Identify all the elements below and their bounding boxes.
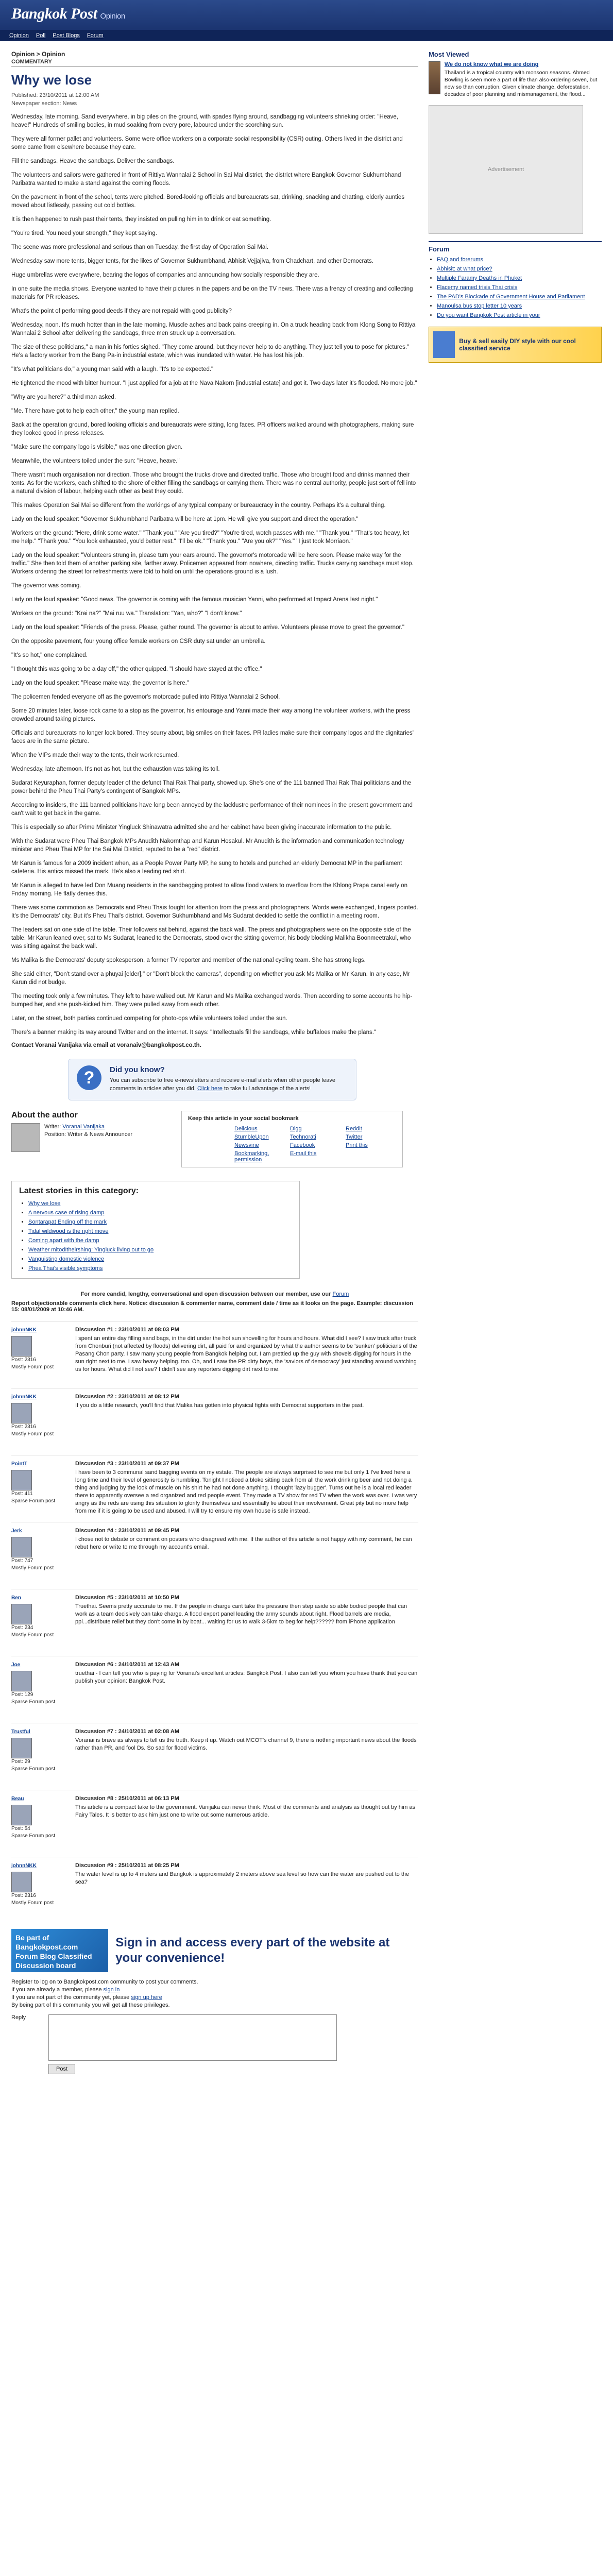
article-paragraph: Lady on the loud speaker: "Friends of the press. Please, gather round. The governor is about to arrive. Volunteers please move to greet the governor."	[11, 624, 404, 631]
comment-post-count: Post: 411	[11, 1491, 33, 1497]
section-label: COMMENTARY	[11, 59, 418, 67]
comment-body	[75, 1595, 418, 1651]
comment-post-count: Post: 2316	[11, 1893, 36, 1899]
article-paragraph: Workers on the ground: "Krai na?" "Mai ruu wa." Translation: "Yan, who?" "I don't know."	[11, 611, 242, 617]
sidebar-forum-link[interactable]: Do you want Bangkok Post article in your	[437, 312, 540, 318]
sidebar-forum-item	[437, 312, 602, 319]
bookmark-link[interactable]: E-mail this	[290, 1150, 317, 1157]
comment-text: Truethai. Seems pretty accurate to me. If the people in charge cant take the pressure then step aside so able bodied people that can work as a team decisively can take charge. A flood expert panel leading the army sounds about right. Flood barrels are media, ppl...distribute relief but they don't come in by boat... waiting for us to walk 3-5km to beg for help?????? from iPhone application	[75, 1603, 407, 1625]
author-name-link[interactable]: Voranai Vanijaka	[62, 1124, 105, 1130]
latest-story-link[interactable]: Tidal wildwood is the right move	[28, 1228, 109, 1234]
bookmark-link[interactable]: Bookmarking, permission	[234, 1150, 269, 1163]
comment	[11, 1857, 418, 1919]
article-paragraph: He tightened the mood with bitter humour. "I just applied for a job at the Nava Nakorn [industrial estate] and got it. Two days later it's flooded. No more job."	[11, 380, 417, 386]
comment-user-status: Sparse Forum post	[11, 1498, 56, 1504]
comment-body	[75, 1528, 418, 1584]
article-paragraph: On the pavement in front of the school, tents were pitched. Bored-looking officials and bureaucrats sat, drinking, snacking and chatting, elderly aunties moved about listlessly, passing out cold bottles.	[11, 194, 405, 209]
comment-header: Discussion #6 : 24/10/2011 at 12:43 AM	[75, 1662, 179, 1668]
comment-header: Discussion #2 : 23/10/2011 at 08:12 PM	[75, 1394, 179, 1400]
article-paragraph: Lady on the loud speaker: "Volunteers strung in, please turn your ears around. The governor's motorcade will be here soon. Please make way for the traffic." She then told them of another parking site, farther away. Policemen appeared from nowhere, directing traffic. Trucks carrying sandbags must stop. Workers ordering the street for refreshments were told to hold on until the operations ground is a lush.	[11, 552, 414, 575]
article-headline: Why we lose	[11, 72, 92, 88]
bookmark-links	[188, 1126, 396, 1163]
comment-user	[11, 1795, 68, 1852]
latest-story-item	[28, 1236, 292, 1245]
reply-textarea[interactable]	[48, 2014, 337, 2061]
latest-story-link[interactable]: Phea Thai's visible symptoms	[28, 1265, 103, 1272]
classified-promo-image	[433, 331, 455, 358]
comment-body	[75, 1795, 418, 1852]
forum-banner	[11, 1929, 418, 1972]
breadcrumb[interactable]: Opinion > Opinion	[11, 50, 65, 58]
user-avatar[interactable]	[11, 1604, 32, 1624]
user-avatar[interactable]	[11, 1671, 32, 1691]
latest-story-item	[28, 1199, 292, 1208]
article-paragraph: Mr Karun is famous for a 2009 incident when, as a People Power Party MP, he sung to hotels and punched an elderly Democrat MP in the parliament cafeteria. His antics missed the mark. He's also a leading red shirt.	[11, 860, 402, 875]
latest-story-link[interactable]: Why we lose	[28, 1200, 61, 1207]
sidebar-forum-link[interactable]: FAQ and forerums	[437, 257, 483, 263]
article-paragraph: Fill the sandbags. Heave the sandbags. Deliver the sandbags.	[11, 158, 175, 164]
comment	[11, 1388, 418, 1450]
comment-body	[75, 1862, 418, 1919]
bookmark-link[interactable]	[346, 1150, 396, 1163]
article-paragraph: They were all former pallet and volunteers. Some were office workers on a corporate social responsibility (CSR) outing. Others lived in the district and some came from elsewhere because they care.	[11, 136, 403, 150]
bookmark-link[interactable]: Technorati	[290, 1134, 316, 1140]
comment-user	[11, 1728, 68, 1785]
comment-header: Discussion #3 : 23/10/2011 at 09:37 PM	[75, 1461, 179, 1467]
article-paragraph: "Me. There have got to help each other," the young man replied.	[11, 408, 179, 414]
article-meta	[11, 91, 418, 108]
reply-label: Reply	[11, 2014, 26, 2021]
article-paragraph: Lady on the loud speaker: "Good news. The governor is coming with the famous musician Yanni, who performed at Impact Arena last night."	[11, 597, 378, 603]
comment-post-count: Post: 2316	[11, 1424, 36, 1430]
most-viewed-item	[429, 61, 602, 98]
sidebar-forum-link[interactable]: Abhisit: at what price?	[437, 266, 492, 272]
comment-post-count: Post: 234	[11, 1625, 33, 1631]
article-paragraph: The leaders sat on one side of the table. Their followers sat behind, against the back wall. The press and photographers were on the opposite side of the table. Mr Karun leaned over, sat to Ms Sudarat, leaned to the Democrats, stood over the sitting governor, his body blocking Malikha Boonmeetrakul, who was sitting against the back wall.	[11, 927, 411, 950]
latest-story-item	[28, 1217, 292, 1227]
latest-story-link[interactable]: Weather mitodItheirshing: Yingluck living out to go	[28, 1247, 154, 1253]
article-paragraph: There's a banner making its way around Twitter and on the internet. It says: "Intellectuals fill the sandbags, while buffaloes make the plans."	[11, 1029, 376, 1036]
article-paragraph: Workers on the ground: "Here, drink some water." "Thank you." "Are you tired?" "You're tired, wotch passes with me." "Thank you." "That's too heavy, let me help." "Thank you." "You look exhausted, you'd better rest." "I'll be ok." "Thank you." "Are you ok?" "Yes." "I just took Morriaon."	[11, 530, 410, 545]
latest-story-link[interactable]: Coming apart with the damp	[28, 1238, 99, 1244]
comment-username[interactable]: Jerk	[11, 1528, 22, 1534]
comment-text: I spent an entire day filling sand bags, in the dirt under the hot sun shovelling for hours and hours. What did I see? I saw truck after truck from Chonburi (not affected by floods) delivering dirt, all paid for and organized by what the author seems to be 'sunken' politicians of the Pasang Chon party. I saw many young people from Bangkok helping out. I am prettied up the guy with shovels digging for hours in the sun right next to me. I saw heavy helping. too. Oh, and I saw the PR dirty boys, the 'saviors of democracy' just standing around watching us for hours. What did I not see? I didn't see any reporters digging dirt next to me.	[75, 1335, 417, 1372]
article-paragraph: The size of these politicians," a man in his forties sighed. "They come around, but they never help to do anything. They just tell you to pose for pictures." He's a factory worker from the Bang Pa-in industrial estate, which was inundated with water. He has lost his job.	[11, 344, 410, 359]
social-bookmark-box	[181, 1111, 403, 1167]
sidebar-forum-item	[437, 302, 602, 310]
user-avatar[interactable]	[11, 1336, 32, 1357]
latest-story-item	[28, 1227, 292, 1236]
bookmark-link[interactable]: Print this	[346, 1142, 368, 1148]
author-photo	[11, 1123, 40, 1152]
comment	[11, 1589, 418, 1651]
comment-body	[75, 1327, 418, 1383]
bookmark-title: Keep this article in your social bookmark	[188, 1115, 299, 1122]
classified-promo[interactable]	[429, 327, 602, 363]
comment-user-status: Mostly Forum post	[11, 1565, 54, 1571]
article-paragraph: There wasn't much organisation nor direction. Those who brought the trucks drove and directed traffic. Those who brought food and drinks manned their tents. As for the workers, each shifted to the shore of either filling the sandbags or carrying them. There was no central authority, people just sort of fell into a natural division of labour, helping each other as best they could.	[11, 472, 416, 495]
user-avatar[interactable]	[11, 1738, 32, 1758]
did-you-know-box	[68, 1059, 356, 1100]
latest-story-link[interactable]: Sontarapat Ending off the mark	[28, 1219, 107, 1225]
article-paragraph: Back at the operation ground, bored looking officials and bureaucrats were sitting, long faces. PR officers walked around with photographers, making sure they looked good in press releases.	[11, 422, 414, 436]
sign-in-link[interactable]: sign in	[103, 1987, 120, 1993]
sidebar-forum-item	[437, 265, 602, 273]
bookmark-link[interactable]: Digg	[290, 1126, 302, 1132]
comment-user-status: Mostly Forum post	[11, 1431, 54, 1437]
article-paragraph: In one suite the media shows. Everyone wanted to have their pictures in the papers and be on the TV news. There was a frenzy of creating and collecting materials for PR releases.	[11, 286, 413, 300]
comment-text: I have been to 3 communal sand bagging events on my estate. The people are always surprised to see me but only 1 I've lived here a long time and their level of generosity is humbling. Tonight I noticed a bloke sitting back from all the work drinking beer and not doing a thing and judging by the look of muscle on his shirt he had not done anything. I thought 'lazy bugger'. Turns out he is a local red leader there to apparently oversee a red organized and red people event. They made a TV show for red TV when the work was over. I was very angry as the reds are using this situation to glorify themselves and essentially lie about their involvement. Great pity but no more help from me if it is going to be used and abused. I will try to ensure my own house is safe instead.	[75, 1469, 417, 1514]
article-paragraph: "You're tired. You need your strength," they kept saying.	[11, 230, 157, 236]
article-paragraph: "Why are you here?" a third man asked.	[11, 394, 116, 400]
comment-header: Discussion #5 : 23/10/2011 at 10:50 PM	[75, 1595, 179, 1601]
article-paragraph: Officials and bureaucrats no longer look bored. They scurry about, big smiles on their faces. PR ladies make sure their company logos and the dignitaries' faces are in the same picture.	[11, 730, 414, 744]
article-paragraph: The scene was more professional and serious than on Tuesday, the first day of Operation Sai Mai.	[11, 244, 269, 250]
article-body	[11, 113, 418, 1037]
comment-body	[75, 1394, 418, 1450]
contact-line: Contact Voranai Vanijaka via email at voranaiv@bangkokpost.co.th.	[11, 1042, 201, 1048]
comment	[11, 1723, 418, 1785]
article-paragraph: She said either, "Don't stand over a phuyai [elder]," or "Don't block the cameras", depending on whether you ask Ms Malika or Mr Karun. In any case, Mr Karun did not budge.	[11, 971, 410, 986]
sidebar-forum-item	[437, 275, 602, 282]
article-paragraph: Sudarat Keyuraphan, former deputy leader of the defunct Thai Rak Thai party, showed up. She's one of the 111 banned Thai Rak Thai politicians and the power behind the Pheu Thai Party's contingent of Bangkok MPs.	[11, 780, 412, 794]
comment-username[interactable]: johnnNKK	[11, 1327, 37, 1333]
top-navigation	[0, 30, 613, 41]
article-paragraph: Huge umbrellas were everywhere, bearing the logos of companies and announcing how socially responsible they are.	[11, 272, 319, 278]
comment-text: truethai - I can tell you who is paying for Voranai's excellent articles: Bangkok Post. I also can tell you whom you have thank that you can publish your opinion: Bangkok Post.	[75, 1670, 418, 1684]
most-viewed-title: Most Viewed	[429, 50, 469, 58]
article-paragraph: The volunteers and sailors were gathered in front of Rittiya Wannalai 2 School in Sai Mai district, the district where Bangkok Governor Sukhumbhand Paribatra wanted to make a stand against the coming floods.	[11, 172, 401, 187]
main-column	[11, 50, 418, 2079]
article-paragraph: On the opposite pavement, four young office female workers on CSR duty sat under an umbrella.	[11, 638, 266, 645]
article-paragraph: Wednesday, noon. It's much hotter than in the late morning. Muscle aches and back pains creeping in. On a truck heading back from Klong Song to Rittiya Wannalai 2 School after delivering the sandbags, three men struck up a conversation.	[11, 322, 416, 336]
bookmark-link[interactable]: StumbleUpon	[234, 1134, 269, 1140]
forum-banner-headline: Sign in and access every part of the website at your convenience!	[115, 1936, 390, 1965]
user-avatar[interactable]	[11, 1403, 32, 1423]
comment-text: This article is a compact take to the government. Vanijaka can never think. Most of the comments and analysis as thought out by him as Fairy Tales. It is better to ask him just one to write out some numerous article.	[75, 1804, 416, 1818]
sidebar-forum-link[interactable]: Flacemy named trisis Thai crisis	[437, 284, 518, 291]
bookmark-link[interactable]: Reddit	[346, 1126, 362, 1132]
article-paragraph: This makes Operation Sai Mai so different from the workings of any typical company or bureaucracy in the country. Perhaps it's a cultural thing.	[11, 502, 386, 509]
comment-header: Discussion #9 : 25/10/2011 at 08:25 PM	[75, 1862, 179, 1869]
sidebar-forum-link[interactable]: Manoulsa bus stop letter 10 years	[437, 303, 522, 309]
nav-opinion[interactable]: Opinion	[9, 32, 29, 39]
forum-link[interactable]: Forum	[332, 1291, 349, 1297]
sidebar-forum-list	[429, 256, 602, 319]
article-paragraph: "It's so hot," one complained.	[11, 652, 88, 658]
comment-header: Discussion #7 : 24/10/2011 at 02:08 AM	[75, 1728, 179, 1735]
most-viewed-thumbnail[interactable]	[429, 61, 440, 94]
most-viewed-summary: Thailand is a tropical country with monsoon seasons. Ahmed Bowling is seen more a part of life than also-ordering seven, but now so than corruption. Given climate change, deforestation, decades of poor planning and mismanagement, the flood...	[444, 70, 598, 97]
comment-user	[11, 1595, 68, 1651]
nav-forum[interactable]: Forum	[87, 32, 104, 39]
latest-story-link[interactable]: A nervous case of rising damp	[28, 1210, 105, 1216]
comment-username[interactable]: Joe	[11, 1662, 21, 1668]
author-position: Position: Writer & News Announcer	[44, 1131, 132, 1138]
comment-user-status: Mostly Forum post	[11, 1900, 54, 1906]
report-objectionable[interactable]: Report objectionable comments click here. Notice: discussion & commenter name, comment date / time as it looks on the page. Example: discussion 15: 08/01/2009 at 10:46 AM.	[11, 1300, 413, 1313]
article-paragraph: Some 20 minutes later, loose rock came to a stop as the governor, his entourage and Yanni made their way among the volunteer workers, with the press crowded around taking pictures.	[11, 708, 411, 722]
published-date: Published: 23/10/2011 at 12:00 AM	[11, 92, 99, 98]
article-paragraph: When the VIPs made their way to the tents, their work resumed.	[11, 752, 179, 758]
author-writer: Writer: Voranai Vanijaka	[44, 1124, 105, 1130]
comments-list	[11, 1321, 418, 1919]
comment-username[interactable]: johnnNKK	[11, 1394, 37, 1400]
user-avatar[interactable]	[11, 1537, 32, 1557]
comment-header: Discussion #8 : 25/10/2011 at 06:13 PM	[75, 1795, 179, 1802]
site-logo[interactable]: Bangkok Post Opinion	[11, 5, 125, 22]
comment-user	[11, 1662, 68, 1718]
bookmark-link[interactable]: Twitter	[346, 1134, 363, 1140]
latest-stories-list	[19, 1199, 292, 1273]
most-viewed-headline[interactable]: We do not know what we are doing	[444, 61, 539, 67]
article-paragraph: Lady on the loud speaker: "Please make way, the governor is here."	[11, 680, 189, 686]
author-row	[11, 1111, 418, 1167]
comment-post-count: Post: 129	[11, 1692, 33, 1698]
article-paragraph: Wednesday saw more tents, bigger tents, for the likes of Governor Sukhumbhand, Abhisit Vejjajiva, from Chadchart, and other Democrats.	[11, 258, 373, 264]
comment-username[interactable]: johnnNKK	[11, 1863, 37, 1869]
reply-area	[11, 2014, 418, 2074]
comment-user-status: Mostly Forum post	[11, 1632, 54, 1638]
classified-promo-text: Buy & sell easily DIY style with our cool classified service	[459, 337, 576, 352]
comment-username[interactable]: Trustful	[11, 1729, 30, 1735]
latest-stories-box	[11, 1181, 300, 1279]
user-avatar[interactable]	[11, 1872, 32, 1892]
sidebar	[429, 50, 602, 2079]
article-paragraph: It is then happened to rush past their tents, they insisted on pulling him in to drink or eat something.	[11, 216, 271, 223]
article-paragraph: Meanwhile, the volunteers toiled under the sun: "Heave, heave."	[11, 458, 180, 464]
comment-user	[11, 1327, 68, 1383]
comment-user-status: Sparse Forum post	[11, 1766, 56, 1772]
newspaper-section: Newspaper section: News	[11, 100, 77, 107]
article-paragraph: According to insiders, the 111 banned politicians have long been annoyed by the lacklustre performance of their nominees in the present government and can't wait to get back in the game.	[11, 802, 413, 817]
sign-up-link[interactable]: sign up here	[131, 1994, 162, 2001]
content-wrapper	[0, 41, 613, 2079]
comment-user	[11, 1862, 68, 1919]
comment-user-status: Mostly Forum post	[11, 1364, 54, 1370]
question-mark-icon: ?	[77, 1065, 101, 1090]
article-paragraph: Wednesday, late morning. Sand everywhere, in big piles on the ground, with spades flying around, sandbagging volunteers shrieking order: "Heave, heave!" Hundreds of smiling bodies, in mud soaking from every pore, laboured under the scorching sun.	[11, 114, 398, 128]
advertisement[interactable]: Advertisement	[429, 105, 583, 234]
author-title: About the author	[11, 1111, 78, 1120]
comment-username[interactable]: PointT	[11, 1461, 28, 1467]
article-paragraph: "I thought this was going to be a day off," the other quipped. "I should have stayed at the office."	[11, 666, 262, 672]
article-paragraph: Later, on the street, both parties continued competing for photo-ops while volunteers toiled under the sun.	[11, 1015, 287, 1022]
bookmark-link[interactable]: Newsvine	[234, 1142, 259, 1148]
comment	[11, 1522, 418, 1584]
comment	[11, 1455, 418, 1517]
sidebar-forum-title: Forum	[429, 245, 450, 253]
comment-body	[75, 1662, 418, 1718]
comment-header: Discussion #4 : 23/10/2011 at 09:45 PM	[75, 1528, 179, 1534]
comment	[11, 1790, 418, 1852]
post-button[interactable]: Post	[48, 2064, 75, 2074]
article-paragraph: The meeting took only a few minutes. They left to have walked out. Mr Karun and Ms Malika exchanged words. Then according to some accounts he hip-bumped her, and she push-kicked him. They were pulled away from each other.	[11, 993, 413, 1008]
did-you-know-link[interactable]: Click here	[197, 1086, 223, 1092]
user-avatar[interactable]	[11, 1470, 32, 1490]
user-avatar[interactable]	[11, 1805, 32, 1825]
forum-banner-image[interactable]: Be part of Bangkokpost.com Forum Blog Classified Discussion board	[11, 1929, 108, 1972]
comment-post-count: Post: 747	[11, 1558, 33, 1564]
bookmark-link[interactable]: Delicious	[234, 1126, 258, 1132]
comment-text: I chose not to debate or comment on posters who disagreed with me. If the author of this article is not happy with my comment, he can rebut here or write to me through my account's email.	[75, 1536, 412, 1550]
forum-note: For more candid, lengthy, conversational and open discussion between our member, use our Forum	[80, 1291, 349, 1297]
comment-user	[11, 1528, 68, 1584]
latest-story-item	[28, 1208, 292, 1217]
article-paragraph: "Make sure the company logo is visible," was one direction given.	[11, 444, 183, 450]
latest-story-item	[28, 1245, 292, 1255]
article-paragraph: Ms Malika is the Democrats' deputy spokesperson, a former TV reporter and member of the national cycling team. She has strong legs.	[11, 957, 366, 963]
did-you-know-title: Did you know?	[110, 1065, 165, 1074]
comment-user	[11, 1394, 68, 1450]
article-paragraph: There was some commotion as Democrats and Pheu Thais fought for attention from the press and photographers. Words were exchanged, fingers pointed. It's the Democrats' city. But it's Pheu Thai's district. Governor Sukhumbhand and Ms Sudarat decided to settle the conflict in a meeting room.	[11, 905, 418, 919]
did-you-know-text: You can subscribe to free e-newsletters and receive e-mail alerts when other people leave comments in articles after you did. Click here to take full advantage of the alerts!	[110, 1077, 336, 1092]
latest-story-item	[28, 1264, 292, 1273]
author-box	[11, 1111, 166, 1167]
comment-user-status: Sparse Forum post	[11, 1833, 56, 1839]
sidebar-forum-item	[437, 284, 602, 292]
bookmark-link[interactable]: Facebook	[290, 1142, 315, 1148]
article-paragraph: Wednesday, late afternoon. It's not as hot, but the exhaustion was taking its toll.	[11, 766, 220, 772]
article-paragraph: "It's what politicians do," a young man said with a laugh. "It's to be expected."	[11, 366, 214, 372]
nav-poll[interactable]: Poll	[36, 32, 46, 39]
article-paragraph: The policemen fended everyone off as the governor's motorcade pulled into Rittiya Wannalai 2 School.	[11, 694, 280, 700]
latest-story-item	[28, 1255, 292, 1264]
latest-stories-title: Latest stories in this category:	[19, 1187, 139, 1195]
sidebar-forum	[429, 241, 602, 319]
comment-post-count: Post: 54	[11, 1826, 30, 1832]
comment-user	[11, 1461, 68, 1517]
forum-banner-details: Register to log on to Bangkokpost.com community to post your comments. If you are already a member, please sign in If you are not part of the community yet, please sign up here By being part of this community you will get all these privileges.	[11, 1979, 198, 2008]
sidebar-forum-link[interactable]: The PAD's Blockade of Government House and Parliament	[437, 294, 585, 300]
sidebar-forum-link[interactable]: Multiple Faramy Deaths in Phuket	[437, 275, 522, 281]
comment-post-count: Post: 29	[11, 1759, 30, 1765]
article-paragraph: The governor was coming.	[11, 583, 81, 589]
sidebar-forum-item	[437, 256, 602, 264]
sidebar-forum-item	[437, 293, 602, 301]
comment-body	[75, 1461, 418, 1517]
article-paragraph: This is especially so after Prime Minister Yingluck Shinawatra admitted she and her cabinet have been giving inaccurate information to the public.	[11, 824, 392, 831]
comment-text: The water level is up to 4 meters and Bangkok is approximately 2 meters above sea level so how can the water are pushed out to the sea?	[75, 1871, 410, 1885]
comment	[11, 1656, 418, 1718]
masthead	[0, 0, 613, 30]
latest-story-link[interactable]: Vanguisting domestic violence	[28, 1256, 105, 1262]
article-paragraph: With the Sudarat were Pheu Thai Bangkok MPs Anudith Nakornthap and Karun Hosakul. Mr Anudith is the information and communication technology minister and Pheu Thai MP for the Sai Mai District, reputed to be a "red" district.	[11, 838, 404, 853]
article-paragraph: Mr Karun is alleged to have led Don Muang residents in the sandbagging protest to allow flood waters to overflow from the Khlong Prapa canal early on Friday morning. He flatly denies this.	[11, 883, 408, 897]
comment-user-status: Sparse Forum post	[11, 1699, 56, 1705]
comment-username[interactable]: Ben	[11, 1595, 21, 1601]
comment-body	[75, 1728, 418, 1785]
comment-username[interactable]: Beau	[11, 1796, 24, 1802]
comment-post-count: Post: 2316	[11, 1357, 36, 1363]
comment-header: Discussion #1 : 23/10/2011 at 08:03 PM	[75, 1327, 179, 1333]
nav-post-blogs[interactable]: Post Blogs	[53, 32, 80, 39]
section-name: Opinion	[100, 12, 125, 21]
comment-text: If you do a little research, you'll find that Malika has gotten into physical fights with Democrat supporters in the past.	[75, 1402, 364, 1409]
article-paragraph: Lady on the loud speaker: "Governor Sukhumbhand Paribatra will be here at 1pm. He will give you support and direct the operation."	[11, 516, 359, 522]
comment-text: Voranai is brave as always to tell us the truth. Keep it up. Watch out MCOT's channel 9, there is nothing important news about the floods rather than PR, and fool Ds. So sad for flood victims.	[75, 1737, 417, 1751]
article-paragraph: What's the point of performing good deeds if they are not repaid with good publicity?	[11, 308, 232, 314]
comment	[11, 1321, 418, 1383]
